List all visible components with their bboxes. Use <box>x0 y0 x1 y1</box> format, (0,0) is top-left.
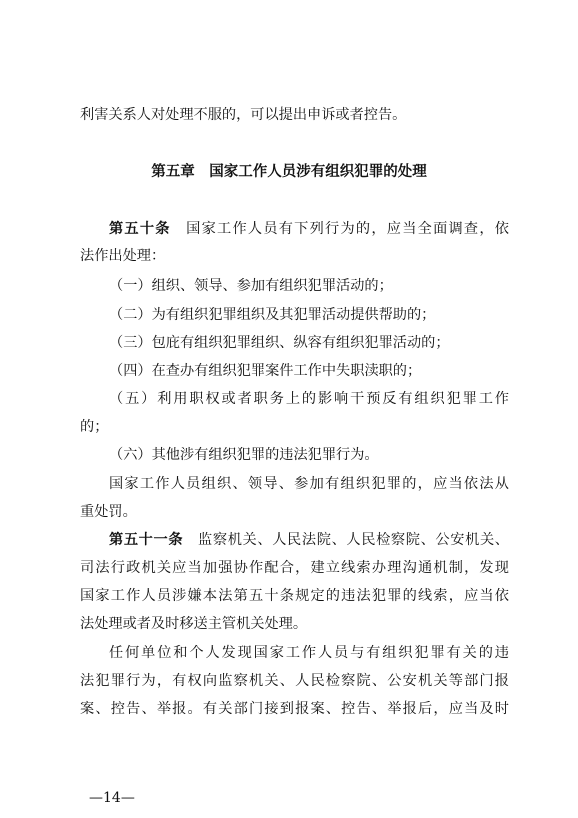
article-51-label: 第五十一条 <box>109 532 184 548</box>
article-51-line <box>109 530 509 550</box>
list-item-3: （三）包庇有组织犯罪组织、纵容有组织犯罪活动的； <box>109 335 450 351</box>
page-number: —14— <box>89 790 135 806</box>
list-item-4: （四）在查办有组织犯罪案件工作中失职渎职的； <box>109 363 422 379</box>
chapter-heading: 第五章 国家工作人员涉有组织犯罪的处理 <box>151 164 427 180</box>
list-item-5-cont: 的； <box>80 419 109 435</box>
article-50-line <box>109 219 509 239</box>
list-item-6: （六）其他涉有组织犯罪的违法犯罪行为。 <box>109 447 379 463</box>
text-line-12: 国家工作人员组织、领导、参加有组织犯罪的，应当依法从 <box>109 476 509 492</box>
text-line-15: 司法行政机关应当加强协作配合，建立线索办理沟通机制，发现 <box>80 560 509 576</box>
text-line-13: 重处罚。 <box>80 504 137 520</box>
text-line-4: 法作出处理： <box>80 248 166 264</box>
text-line-19: 法犯罪行为，有权向监察机关、人民检察院、公安机关等部门报 <box>80 673 509 689</box>
text-line-1: 利害关系人对处理不服的，可以提出申诉或者控告。 <box>80 107 407 123</box>
article-50-label: 第五十条 <box>109 221 171 237</box>
text-line-16: 国家工作人员涉嫌本法第五十条规定的违法犯罪的线索，应当依 <box>80 588 509 604</box>
list-item-2: （二）为有组织犯罪组织及其犯罪活动提供帮助的； <box>109 307 436 323</box>
article-51-text: 监察机关、人民法院、人民检察院、公安机关、 <box>198 532 509 548</box>
list-item-1: （一）组织、领导、参加有组织犯罪活动的； <box>109 278 393 294</box>
text-line-18: 任何单位和个人发现国家工作人员与有组织犯罪有关的违 <box>109 645 509 661</box>
text-line-17: 法处理或者及时移送主管机关处理。 <box>80 616 308 632</box>
list-item-5: （五）利用职权或者职务上的影响干预反有组织犯罪工作 <box>109 391 509 407</box>
article-50-text: 国家工作人员有下列行为的，应当全面调查，依 <box>186 221 509 237</box>
text-line-20: 案、控告、举报。有关部门接到报案、控告、举报后，应当及时 <box>80 701 509 717</box>
